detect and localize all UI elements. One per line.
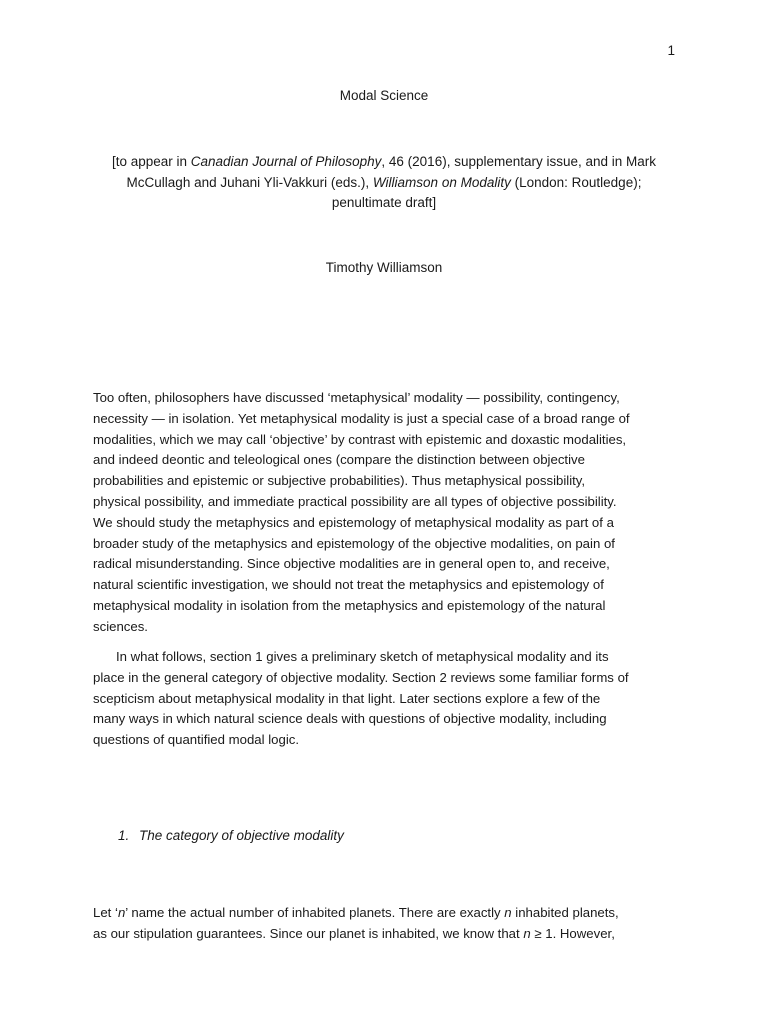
text-line: modalities, which we may call ‘objective’ by contrast with epistemic and doxastic modalities, <box>93 431 627 447</box>
variable-n: n <box>117 905 126 920</box>
text-line: natural scientific investigation, we should not treat the metaphysics and epistemology of <box>93 577 604 593</box>
text-line: as our stipulation guarantees. Since our planet is inhabited, we know that n ≥ 1. However, <box>93 925 615 941</box>
paragraph-2 <box>93 647 679 751</box>
text-line: In what follows, section 1 gives a preliminary sketch of metaphysical modality and its <box>116 649 609 664</box>
publication-note <box>96 152 672 214</box>
text-line: place in the general category of objective modality. Section 2 reviews some familiar forms of <box>93 669 629 685</box>
text-line: questions of quantified modal logic. <box>93 732 300 748</box>
publication-note-line-1: [to appear in Canadian Journal of Philosophy, 46 (2016), supplementary issue, and in Mark <box>111 154 657 169</box>
text-line: radical misunderstanding. Since objective modalities are in general open to, and receive, <box>93 556 610 572</box>
text-line: We should study the metaphysics and epistemology of metaphysical modality as part of a <box>93 514 614 530</box>
variable-n: n <box>504 905 512 920</box>
text-line: sciences. <box>93 618 148 634</box>
section-title: The category of objective modality <box>139 828 344 843</box>
paragraph-3 <box>93 903 679 945</box>
publication-note-line-2: McCullagh and Juhani Yli-Vakkuri (eds.), Williamson on Modality (London: Routledge); <box>126 174 642 190</box>
book-title: Williamson on Modality <box>372 174 511 190</box>
text-line: broader study of the metaphysics and epistemology of the objective modalities, on pain of <box>93 535 615 551</box>
text-line: scepticism about metaphysical modality in that light. Later sections explore a few of the <box>93 690 601 706</box>
text-line: many ways in which natural science deals with questions of objective modality, including <box>93 711 607 727</box>
journal-name: Canadian Journal of Philosophy <box>190 154 382 169</box>
text-line: Let ‘n’ name the actual number of inhabited planets. There are exactly n inhabited planets, <box>93 905 619 920</box>
text-line: and indeed deontic and teleological ones (compare the distinction between objective <box>93 452 585 468</box>
variable-n: n <box>523 925 531 941</box>
author-name: Timothy Williamson <box>325 260 443 275</box>
paragraph-1 <box>93 388 679 638</box>
text-line: physical possibility, and immediate practical possibility are all types of objective possibility. <box>93 493 617 509</box>
text-line: Too often, philosophers have discussed ‘metaphysical’ modality — possibility, contingency, <box>93 390 620 405</box>
text-line: necessity — in isolation. Yet metaphysical modality is just a special case of a broad range of <box>93 410 630 426</box>
section-heading <box>118 828 344 843</box>
section-number: 1. <box>118 828 130 843</box>
paper-title: Modal Science <box>339 88 429 103</box>
text-line: metaphysical modality in isolation from the metaphysics and epistemology of the natural <box>93 597 606 613</box>
publication-note-line-3: penultimate draft] <box>331 195 437 210</box>
text-line: probabilities and epistemic or subjective probabilities). Thus metaphysical possibility, <box>93 473 586 489</box>
page-number: 1 <box>667 43 675 58</box>
